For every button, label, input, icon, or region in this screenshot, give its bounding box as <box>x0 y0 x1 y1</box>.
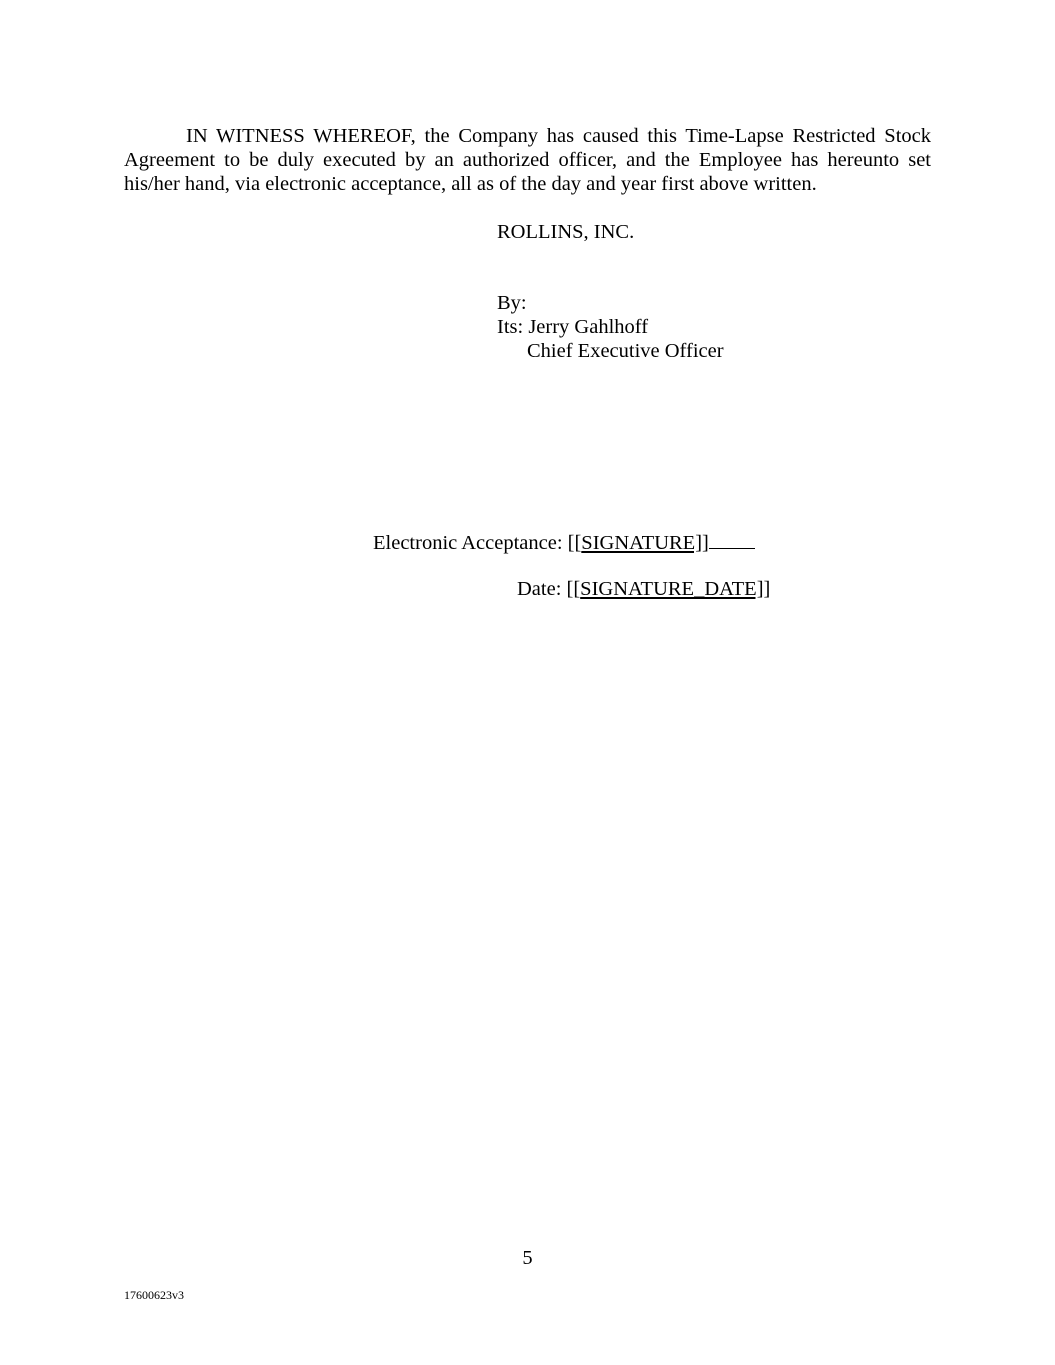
signatory-title: Chief Executive Officer <box>527 340 724 362</box>
signature-date-placeholder: SIGNATURE_DATE]] <box>580 578 771 600</box>
witness-paragraph: IN WITNESS WHEREOF, the Company has caused this Time-Lapse Restricted Stock Agreement to be duly executed by an authorized officer, and the Employee has hereunto set his/her hand, via electronic acceptance, all as of the day and year first above written. <box>124 125 931 195</box>
page-number: 5 <box>522 1247 533 1269</box>
company-name: ROLLINS, INC. <box>497 221 635 243</box>
signature-blank-line <box>709 529 755 549</box>
signature-placeholder: SIGNATURE]] <box>581 532 709 554</box>
date-line <box>517 577 770 601</box>
document-id: 17600623v3 <box>124 1288 184 1302</box>
date-label: Date: [[ <box>517 578 581 600</box>
signature-by-label: By: <box>497 292 527 314</box>
electronic-acceptance-line <box>373 529 755 555</box>
electronic-acceptance-label: Electronic Acceptance: [[ <box>373 532 582 554</box>
signatory-name-line: Its: Jerry Gahlhoff <box>497 316 649 338</box>
